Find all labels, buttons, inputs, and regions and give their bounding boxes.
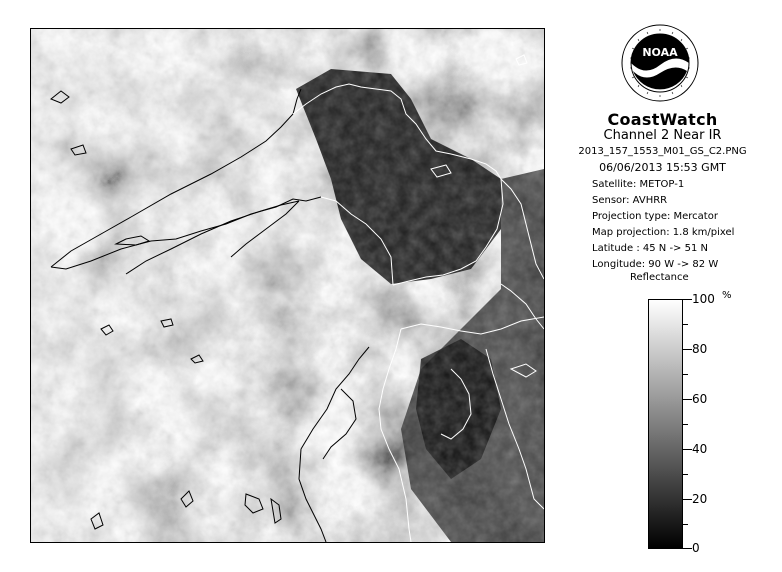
colorbar-tick bbox=[683, 524, 688, 525]
scale-label-80: 80 bbox=[692, 342, 708, 356]
colorbar-tick bbox=[683, 424, 688, 425]
satellite-map bbox=[30, 28, 545, 543]
noaa-logo bbox=[620, 23, 700, 103]
scale-label-40: 40 bbox=[692, 442, 708, 456]
scale-label-100: 100 bbox=[692, 292, 715, 306]
info-map-projection: Map projection: 1.8 km/pixel bbox=[592, 227, 735, 238]
colorbar-tick bbox=[683, 499, 692, 500]
noaa-logo-icon bbox=[620, 23, 700, 103]
colorbar-tick bbox=[683, 324, 688, 325]
colorbar-tick bbox=[683, 374, 688, 375]
scale-label-0: 0 bbox=[692, 541, 700, 555]
colorbar-tick bbox=[683, 449, 692, 450]
brand-title: CoastWatch bbox=[607, 110, 718, 129]
date-time: 06/06/2013 15:53 GMT bbox=[599, 161, 726, 174]
info-latitude: Latitude : 45 N -> 51 N bbox=[592, 243, 708, 254]
map-canvas bbox=[31, 29, 544, 542]
info-longitude: Longitude: 90 W -> 82 W bbox=[592, 259, 719, 270]
scale-label-60: 60 bbox=[692, 392, 708, 406]
colorbar-tick bbox=[683, 474, 688, 475]
colorbar-tick bbox=[683, 548, 692, 549]
fine-texture bbox=[31, 29, 544, 542]
colorbar-tick bbox=[683, 399, 692, 400]
svg-text:NOAA: NOAA bbox=[642, 46, 678, 59]
file-name: 2013_157_1553_M01_GS_C2.PNG bbox=[578, 146, 747, 157]
scale-title: Reflectance bbox=[630, 272, 689, 283]
colorbar-tick bbox=[683, 299, 692, 300]
info-sensor: Sensor: AVHRR bbox=[592, 195, 668, 206]
reflectance-colorbar bbox=[648, 299, 683, 549]
info-satellite: Satellite: METOP-1 bbox=[592, 179, 685, 190]
info-projection-type: Projection type: Mercator bbox=[592, 211, 718, 222]
scale-label-20: 20 bbox=[692, 492, 708, 506]
scale-unit: % bbox=[722, 290, 732, 301]
colorbar-tick bbox=[683, 349, 692, 350]
channel-title: Channel 2 Near IR bbox=[603, 128, 722, 143]
